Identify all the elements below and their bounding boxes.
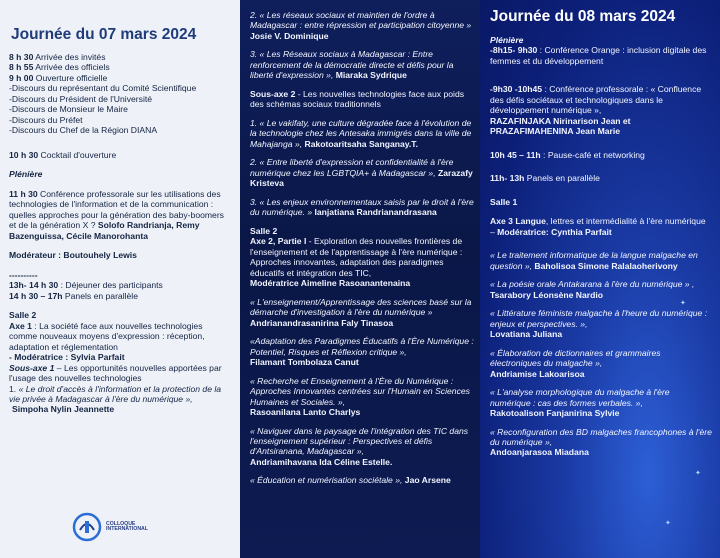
talk-item xyxy=(250,157,474,188)
time-label: 11h- 13h xyxy=(490,173,525,184)
day2-title: Journée du 08 mars 2024 xyxy=(490,8,676,25)
conference-speakers: Solofo Randrianja, Remy Bazenguissa, Cécile Manorohanta xyxy=(9,220,200,241)
sparkle-icon: ✦ xyxy=(695,470,701,477)
talk-title: « Élaboration de dictionnaires et grammaires électroniques du malgache », xyxy=(490,347,661,369)
talk-item xyxy=(250,118,474,149)
axe-label: Axe 3 Langue xyxy=(490,216,546,227)
talk-title: « Éducation et numérisation sociétale », xyxy=(250,475,403,486)
talk-title: « Le traitement informatique de la langue malgache en question », xyxy=(490,250,698,271)
day1-column xyxy=(0,0,240,558)
day2-column xyxy=(480,0,720,558)
talk-title: « Littérature féministe malgache à l'heure du numérique : enjeux et perspectives. », xyxy=(490,308,708,329)
talk-author: Josie V. Dominique xyxy=(250,30,329,41)
talk-author: Simpoha Nylin Jeannette xyxy=(12,404,115,415)
schedule-item xyxy=(9,280,232,290)
axe-label: Axe 1 xyxy=(9,320,32,331)
talk-author: Ianjatiana Randrianandrasana xyxy=(312,207,437,218)
talk-title: 2. « Les réseaux sociaux et maintien de l'ordre à Madagascar : entre répression et participation citoyenne » xyxy=(250,10,472,31)
schedule-text: Panels en parallèle xyxy=(62,290,139,301)
talk-title: « Le droit d'accès à l'information et la protection de la vie privée à Madagascar à l'ère du numérique », xyxy=(9,383,222,404)
day1-title: Journée du 07 mars 2024 xyxy=(11,26,197,43)
logo-line: INTERNATIONAL xyxy=(106,526,148,532)
talk-title: « Naviguer dans le paysage de l'intégration des TIC dans l'enseignement supérieur : Perspectives et défis d'Antsiranana, Madagascar », xyxy=(250,425,469,457)
pleniere-heading: Plénière xyxy=(9,169,43,180)
talk-author: Andrianandrasanirina Faly Tinasoa xyxy=(250,317,394,328)
sousaxe-description xyxy=(9,363,232,384)
sousaxe-description xyxy=(250,89,474,110)
talk-item xyxy=(490,387,712,418)
talk-author: Rakotoaritsaha Sanganay.T. xyxy=(302,138,418,149)
talk-item xyxy=(490,348,712,379)
conference-item xyxy=(9,189,232,241)
schedule-text: Ouverture officielle xyxy=(33,72,108,83)
time-label: 10 h 30 xyxy=(9,149,39,160)
conference-text: : Conférence professorale : « Confluence des défis sociétaux et technologiques dans le développement numérique », xyxy=(490,84,702,116)
axe-label: Axe 2, Partie I xyxy=(250,236,307,247)
talk-title: « L'enseignement/Apprentissage des sciences basé sur la démarche d'investigation à l'ère du numérique » xyxy=(250,296,472,318)
time-label: 13h- 14 h 30 xyxy=(9,280,59,291)
speech-item: -Discours de Monsieur le Maire xyxy=(9,104,128,115)
conference-text: Conférence professorale sur les utilisations des technologies de l'information et de la communication : quelles approches pour la génération des baby-boomers et de la génération X ? xyxy=(9,188,224,231)
conference-item xyxy=(490,45,712,66)
time-label: 14 h 30 – 17h xyxy=(9,290,63,301)
talk-title: 1. « Le vakifaty, une culture dégradée face à l'évolution de la technologie chez les Antesaka immigrés dans la ville de Mahajanga », xyxy=(250,117,472,149)
axe-description xyxy=(250,236,474,278)
logo-line: COLLOQUE xyxy=(106,520,136,527)
day1-continued-column xyxy=(240,0,480,558)
talk-item xyxy=(250,426,474,468)
talk-item xyxy=(250,297,474,328)
pleniere-heading: Plénière xyxy=(490,34,524,45)
colloque-logo-icon xyxy=(72,512,102,542)
separator: ---------- xyxy=(9,269,38,280)
talk-item xyxy=(250,10,474,41)
talk-title: «Adaptation des Paradigmes Éducatifs à l'Ère Numérique : Potentiel, Risques et Réflexion critique », xyxy=(250,336,474,357)
colloque-logo xyxy=(72,512,148,542)
talk-author: Filamant Tombolaza Canut xyxy=(250,357,359,368)
schedule-item xyxy=(9,62,232,72)
room-heading: Salle 2 xyxy=(250,225,278,236)
talk-author: Zarazafy Kristeva xyxy=(250,167,473,189)
talk-title: 3. « Les Réseaux sociaux à Madagascar : Entre renforcement de la démocratie directe et défis pour la liberté d'expression », xyxy=(250,49,454,81)
time-label: 10h 45 – 11h xyxy=(490,149,541,160)
time-label: 11 h 30 xyxy=(9,188,38,199)
axe-text: : La société face aux nouvelles technologies comme nouveaux moyens d'expression : réception, adaptation et réglementation xyxy=(9,320,205,352)
sousaxe-label: Sous-axe 1 xyxy=(9,362,55,373)
time-label: 9 h 00 xyxy=(9,72,34,83)
schedule-item xyxy=(490,150,712,160)
talk-title: « Reconfiguration des BD malgaches francophones à l'ère du numérique », xyxy=(490,426,712,447)
talk-title: « L'analyse morphologique du malgache à l'ère numérique : cas des formes verbales. », xyxy=(490,387,670,408)
talk-item xyxy=(250,49,474,80)
schedule-text: Arrivée des invités xyxy=(33,51,106,62)
room-heading: Salle 2 xyxy=(9,310,37,321)
talk-author: Rasoanilana Lanto Charlys xyxy=(250,407,361,418)
schedule-item xyxy=(490,173,712,183)
schedule-item xyxy=(9,291,232,301)
talk-number: 1. xyxy=(9,383,19,394)
schedule-text: Panels en parallèle xyxy=(524,173,600,184)
moderator-line: - Modératrice : Sylvia Parfait xyxy=(9,352,125,363)
time-label: -8h15- 9h30 xyxy=(490,45,538,56)
schedule-item xyxy=(9,52,232,62)
sparkle-icon: ✦ xyxy=(680,300,686,307)
sousaxe-text: - Les nouvelles technologies face aux poids des schémas sociaux traditionnels xyxy=(250,88,465,110)
talk-author: Tsarabory Léonsène Nardio xyxy=(490,289,604,300)
speech-item: -Discours du Chef de la Région DIANA xyxy=(9,125,158,136)
moderator-line: Modératrice Aimeline Rasoanantenaina xyxy=(250,278,411,289)
talk-author: Andriamise Lakoarisoa xyxy=(490,368,585,379)
talk-author: Lovatiana Juliana xyxy=(490,329,563,340)
talk-item xyxy=(9,384,232,405)
axe-description xyxy=(490,216,712,237)
time-label: 8 h 55 xyxy=(9,62,34,73)
schedule-text: : Pause-café et networking xyxy=(540,149,645,160)
talk-title: 2. « Entre liberté d'expression et confidentialité à l'ère numérique chez les LGBTQIA+ à Madagascar », xyxy=(250,157,454,178)
schedule-text: Cocktail d'ouverture xyxy=(38,149,117,160)
schedule-item xyxy=(9,73,232,83)
time-label: -9h30 -10h45 xyxy=(490,84,543,95)
talk-item xyxy=(250,376,474,418)
conference-item xyxy=(490,84,712,115)
axe-description xyxy=(9,321,232,352)
talk-author: Rakotoalison Fanjanirina Sylvie xyxy=(490,408,620,419)
speech-item: -Discours du Président de l'Université xyxy=(9,93,153,104)
talk-item xyxy=(490,279,712,300)
talk-author: Andriamihavana Ida Céline Estelle. xyxy=(250,456,393,467)
talk-title: 3. « Les enjeux environnementaux saisis par le droit à l'ère du numérique. » xyxy=(250,196,474,218)
schedule-item xyxy=(9,150,232,160)
schedule-text: Arrivée des officiels xyxy=(33,62,110,73)
conference-speakers: RAZAFINJAKA Nirinarison Jean et PRAZAFIMAHENINA Jean Marie xyxy=(490,115,631,137)
talk-author: Andoanjarasoa Miadana xyxy=(490,447,589,458)
talk-item xyxy=(490,427,712,458)
speech-item: -Discours du représentant du Comité Scientifique xyxy=(9,83,197,94)
sparkle-icon: ✦ xyxy=(665,520,671,527)
room-heading: Salle 1 xyxy=(490,196,518,207)
axe-text: , lettres et intermédialité à l'ère numérique – xyxy=(490,216,706,237)
sousaxe-label: Sous-axe 2 xyxy=(250,88,296,99)
talk-title: « Recherche et Enseignement à l'Ère du Numérique : Approches Innovantes centrées sur l'Humain en Sciences Humaines et Sociales. », xyxy=(250,375,470,407)
talk-item xyxy=(250,197,474,218)
moderator-line: Modératrice: Cynthia Parfait xyxy=(494,226,612,237)
axe-text: - Exploration des nouvelles frontières de l'enseignement et de l'apprentissage à l'ère numérique : Approches innovantes, adaptation des paradigmes éducatifs et intégration des TIC, xyxy=(250,236,463,278)
speech-item: -Discours du Préfet xyxy=(9,114,83,125)
talk-author: Baholisoa Simone Ralalaoherivony xyxy=(532,260,678,271)
talk-item xyxy=(250,336,474,367)
sousaxe-text: – Les opportunités nouvelles apportées par l'usage des nouvelles technologies xyxy=(9,362,222,384)
schedule-text: : Déjeuner des participants xyxy=(58,280,163,291)
talk-item xyxy=(490,308,712,339)
talk-item xyxy=(250,475,474,485)
talk-author: Miaraka Sydrique xyxy=(333,70,407,81)
time-label: 8 h 30 xyxy=(9,51,34,62)
logo-text xyxy=(106,522,148,533)
talk-author: Jao Arsene xyxy=(402,475,451,486)
talk-item xyxy=(490,250,712,271)
conference-text: : Conférence Orange : inclusion digitale des femmes et du développement xyxy=(490,45,707,66)
talk-title: « La poésie orale Antakarana à l'ère du numérique » , xyxy=(490,279,695,290)
moderator-line: Modérateur : Boutouhely Lewis xyxy=(9,250,137,261)
